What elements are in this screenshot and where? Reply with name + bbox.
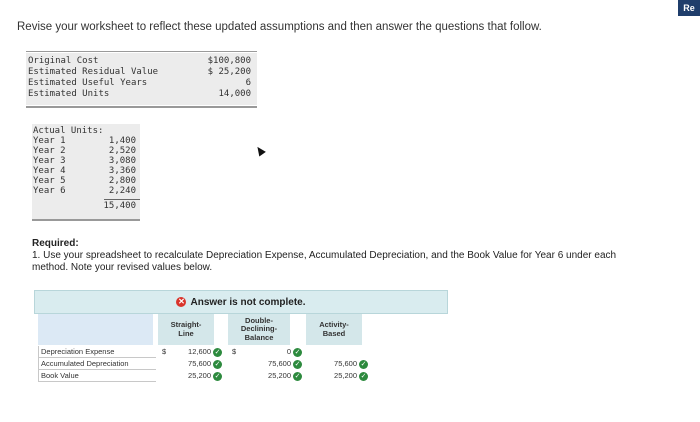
dollar-sign: $ [162, 347, 167, 356]
year-label: Year 4 [33, 166, 66, 176]
year-value: 3,080 [108, 156, 136, 166]
check-icon: ✓ [294, 360, 301, 368]
cell-sl-dep-expense[interactable]: 12,600 ✓ [188, 347, 221, 356]
cell-ab-accum-dep[interactable]: 75,600 ✓ [334, 359, 367, 368]
assumption-label: Original Cost [28, 56, 99, 66]
instruction-text: Revise your worksheet to reflect these updated assumptions and then answer the questions that follow. [17, 21, 542, 33]
required-heading: Required: [32, 238, 79, 249]
row-label-accumulated-depreciation: Accumulated Depreciation [38, 358, 156, 370]
required-section [32, 238, 642, 274]
year-label: Year 5 [33, 176, 66, 186]
resume-button[interactable]: Re [678, 0, 700, 16]
check-icon: ✓ [214, 372, 221, 380]
assumption-label: Estimated Units [28, 89, 110, 99]
assumptions-bottom-rule [26, 106, 257, 108]
check-icon: ✓ [214, 360, 221, 368]
status-text: Answer is not complete. [190, 296, 306, 308]
row-label-depreciation-expense: Depreciation Expense [38, 346, 156, 358]
year-value: 3,360 [108, 166, 136, 176]
actual-units-title: Actual Units: [33, 126, 104, 136]
units-bottom-rule [32, 219, 140, 221]
column-header-activity: Activity-Based [306, 314, 362, 345]
check-icon: ✓ [214, 348, 221, 356]
assumptions-top-rule [26, 51, 257, 52]
year-label: Year 1 [33, 136, 66, 146]
cell-ddb-dep-expense[interactable]: 0 ✓ [286, 347, 301, 356]
cell-ddb-accum-dep[interactable]: 75,600 ✓ [268, 359, 301, 368]
check-icon: ✓ [360, 360, 367, 368]
table-corner-fill [38, 314, 153, 345]
column-header-straight-line: Straight-Line [158, 314, 214, 345]
year-value: 2,520 [108, 146, 136, 156]
units-total: 15,400 [103, 201, 136, 211]
year-value: 2,800 [108, 176, 136, 186]
check-icon: ✓ [294, 372, 301, 380]
year-label: Year 3 [33, 156, 66, 166]
year-value: 1,400 [108, 136, 136, 146]
check-icon: ✓ [294, 348, 301, 356]
cell-sl-accum-dep[interactable]: 75,600 ✓ [188, 359, 221, 368]
cell-sl-book-value[interactable]: 25,200 ✓ [188, 371, 221, 380]
year-value: 2,240 [108, 186, 136, 196]
assumptions-panel [26, 53, 257, 105]
year-label: Year 6 [33, 186, 66, 196]
cell-ddb-book-value[interactable]: 25,200 ✓ [268, 371, 301, 380]
status-banner [34, 290, 448, 314]
sum-rule [104, 199, 140, 200]
assumption-value: $ 25,200 [207, 67, 251, 77]
row-label-book-value: Book Value [38, 370, 156, 382]
x-circle-icon: ✕ [178, 297, 185, 306]
dollar-sign: $ [232, 347, 237, 356]
assumption-label: Estimated Residual Value [28, 67, 159, 77]
required-text: 1. Use your spreadsheet to recalculate Depreciation Expense, Accumulated Depreciation, and the Book Value for Year 6 under each method. Note your revised values below. [32, 250, 617, 273]
assumption-label: Estimated Useful Years [28, 78, 148, 88]
mouse-cursor-icon [254, 145, 266, 157]
year-label: Year 2 [33, 146, 66, 156]
cell-ab-book-value[interactable]: 25,200 ✓ [334, 371, 367, 380]
assumption-value: 6 [245, 78, 251, 88]
actual-units-panel [32, 124, 140, 220]
assumption-value: $100,800 [207, 56, 251, 66]
check-icon: ✓ [360, 372, 367, 380]
assumption-value: 14,000 [218, 89, 251, 99]
column-header-ddb: Double-Declining-Balance [228, 314, 290, 345]
